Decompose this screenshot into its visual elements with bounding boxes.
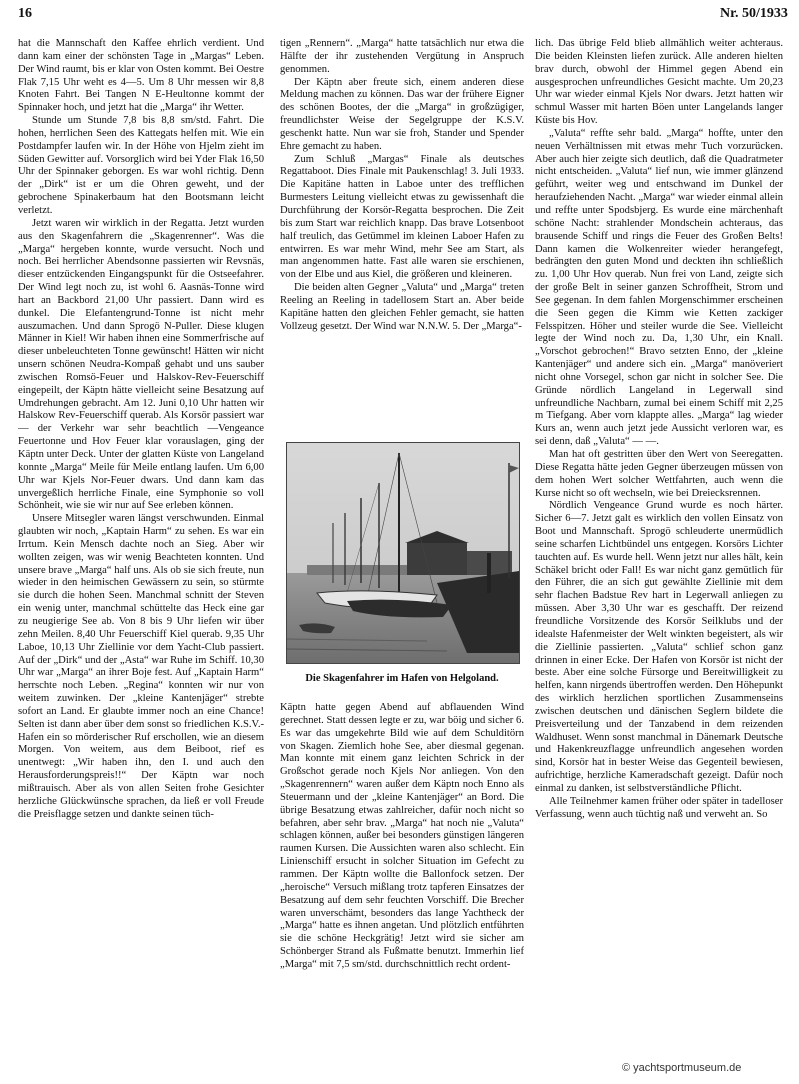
- paragraph: Man hat oft gestritten über den Wert von Seeregatten. Diese Regatta hätte jeden Gegner überzeugen müssen von dem hohen Wert solcher Wettfahrten, auch wenn die Kurse nicht so oft wechseln, wie bei Dreiecksrennen.: [535, 449, 783, 499]
- paragraph: lich. Das übrige Feld blieb allmählich weiter achteraus. Die beiden Kleinsten liefen zurück. Alle anderen hielten brav durch, obwohl der Himmel gegen Abend ein ausgesprochen unfreundliches Gesicht machte. Um 20,23 Uhr war wieder einmal Kjels Nor dwars. Jetzt hatten wir schmul Wasser mit harten Böen unter Langelands langer Küste bis Hov.: [535, 38, 783, 127]
- page-number: 16: [18, 6, 32, 21]
- text-column-middle-top: [280, 38, 524, 436]
- paragraph: tigen „Rennern“. „Marga“ hatte tatsächlich nur etwa die Hälfte der ihr zustehenden Vergütung in Anspruch genommen.: [280, 38, 524, 75]
- photo-caption: Die Skagenfahrer im Hafen von Helgoland.: [305, 673, 499, 684]
- watermark: © yachtsportmuseum.de: [622, 1062, 742, 1074]
- paragraph: „Valuta“ reffte sehr bald. „Marga“ hoffte, unter den neuen Verhältnissen mit etwas mehr Tuch vorzurücken. Aber auch hier zeigte sich deutlich, daß die Quadratmeter nicht entscheiden. „Valuta“ lief nun, wie immer glänzend geführt, weiter weg und entschwand im Dunkel der heraufziehenden Nacht. „Marga“ war wieder einmal allein und reffte unter Spodsbjerg. Es wurde eine märchenhaft schöne Nacht: strahlender Mondschein achteraus, das brausende Schiff und rings die Feuer des Großen Belts! Dann kamen die Wolkenreiter wieder herangefegt, bedrängten den guten Mond und deckten ihn schließlich zu. 1,00 Uhr Hov querab. Nun frei von Land, zeigte sich der große Belt in seiner ganzen Schroffheit, Strom und See gegenan. In dem fahlen Morgenschimmer erscheinen die Seen gegen die Kimm wie Ketten zackiger Felsspitzen. Höher und steiler wurde die See. Vielleicht legte der Wind noch zu. Da, 1,30 Uhr, ein Knall. „Vorschot gebrochen!“ Bravo setzten Enno, der „kleine Kantenjäger“ und andere sich ein. „Marga“ manöveriert nicht ohne Vorsegel, schon gar nicht in solcher See. Die Gründe nördlich Langeland in Legerwall sind unfreundliche Nachbarn, zumal bei einem Schiff mit 2,25 m Tiefgang. Aber vorn klappte alles. „Marga“ lag wieder Kurs an, wenn auch jetzt jede Aussicht verloren war, es sei denn, daß „Valuta“ — —.: [535, 127, 783, 448]
- paragraph: Käptn hatte gegen Abend auf abflauenden Wind gerechnet. Statt dessen legte er zu, war böig und sicher 6. Es war das umgekehrte Bild wie auf dem Schulditörn von Skagen. Ziemlich hohe See, aber diesmal gegenan. Man konnte mit einem ganz leichten Schrick in der Großschot gerade noch Kjels Nor anliegen. Von den „Skagenrennern“ waren außer dem Käptn noch Enno als Steuermann und der „kleine Kantenjäger“ an Bord. Die übrige Besatzung etwas zahlreicher, dafür noch nicht so befahren, aber sehr brav. „Marga“ hat noch nie „Valuta“ schlagen können, außer bei besonders günstigen längeren raumen Kursen. Die Aussichten waren also schlecht. Ein Linienschiff ersucht in solcher Situation im Gefecht zu rammen. Der Käptn wollte die Ballonfock setzen. Der „heroische“ Versuch mißlang trotz tapferen Einsatzes der Besatzung auf dem sehr feuchten Vorschiff. Die Brecher waren unverschämt, besonders das lange Yachtheck der „Marga“ hatte es ihnen angetan. Und plötzlich entführten sie die schöne Heckgrätig! Jetzt wird sie sicher am Schönberger Strand als Fußmatte benutzt. Immerhin lief „Marga“ mit 7,5 sm/std. durchschnittlich recht ordent-: [280, 702, 524, 970]
- paragraph: Nördlich Vengeance Grund wurde es noch härter. Sicher 6—7. Jetzt galt es wirklich den vollen Einsatz von Boot und Mannschaft. Sprogö schleuderte unermüdlich seine scharfen Lichtbündel uns entgegen. Korsörs Lichter tauchten auf. Es wurde hell. Wenn jetzt nur alles hält, kein Schäkel bricht oder Fall! Es war nicht ganz gemütlich für den Führer, die an sich gut gewählte Ziellinie mit dem sehr flachen Badstue Rev hart in Legerwall anliegen zu müssen. Aber 3,30 Uhr war es geschafft. Der reizend freundliche Vorsitzende des Korsör Seilklubs und der idealste Hafenmeister der Welt winkten begeistert, als wir die Ziellinie passierten. „Valuta“ schlief schon ganz drinnen in einer Ecke. Der Hafen von Korsör ist nicht der beste. Aber eine solche Fürsorge und Bereitwilligkeit zu helfen, kann nirgends übertroffen werden. Den Höhepunkt des wirklich herzlichen sportlichen Zusammenseins zwischen deutschen und dänischen Seglern bildete die Preisverteilung und der Tanzabend in dem reizenden Waldhuset. Wenn sonst manchmal in Dänemark Deutsche und Hakenkreuzflagge unfreundlich angesehen worden sind, Korsör hat in bester Weise das Gegenteil bewiesen, aufrichtige, herzliche Kameradschaft gezeigt. Dafür noch einmal zu danken, ist selbstverständliche Pflicht.: [535, 500, 783, 794]
- harbor-photo: [286, 442, 520, 664]
- paragraph: Jetzt waren wir wirklich in der Regatta. Jetzt wurden aus den Skagenfahrern die „Skagenrenner“. Was die „Marga“ hergeben konnte, wurde versucht. Noch und noch. Bei herrlicher Abendsonne passierten wir Revsnäs, dieser entzückenden Eingangspunkt für die Ostseefahrer. Der Wind legt noch zu, ist wohl 6. Aasnäs-Tonne wird hart an Backbord 21,00 Uhr passiert. Dann wird es dunkel. Die Elefantengrund-Tonne ist nicht mehr auszumachen. Und dann Sprogö N-Puller. Diese klugen Männer in Kiel! Wir haben ihnen eine Sommerfrische auf dieser unbeleuchteten Tonne gewünscht! Hätten wir nicht unsern schönen Neudra-Kompaß gehabt und uns sauber zwischen Romsö-Feuer und Halskov-Rev-Feuerschiff eingepeilt, der Käptn hätte vielleicht seine Besatzung auf Umdrehungen gebracht. Am 12. Juni 0,10 Uhr hatten wir Halskow Rev-Feuerschiff querab. Als Korsör passiert war — der Verkehr war sehr beachtlich —Vengeance Feuertonne und Hov Feuer klar vorauslagen, ging der Käptn unter Deck. Unter der glatten Küste von Langeland konnte „Marga“ Meile für Meile entlang laufen. Um 6,00 Uhr war Kjels Nor-Feuer dwars. Und dann kam das unvergeßlich herrliche Finale, eine Symphonie so voll Schönheit, wie sie wir nur auf See erleben können.: [18, 217, 264, 512]
- paragraph: Die beiden alten Gegner „Valuta“ und „Marga“ treten Reeling an Reeling in tadellosem Start an. Aber beide Kapitäne hatten den gleichen Fehler gemacht, sie hatten Vollzeug gesetzt. Der Wind war N.N.W. 5. Der „Marga“-: [280, 282, 524, 332]
- paragraph: Stunde um Stunde 7,8 bis 8,8 sm/std. Fahrt. Die hohen, herrlichen Seen des Kattegats helfen mit. Wie ein Postdampfer laufen wir. In der Höhe von Hjelm zieht im Süden Gewitter auf. Vorsorglich wird bei Yder Flak 16,50 Uhr der Spinnaker geborgen. Es war wohl richtig. Denn der „Dirk“ ist er um die Ohren geweht, und der gebrochene Spinakerbaum hat den Bootsmann leicht verletzt.: [18, 115, 264, 216]
- paragraph: Der Käptn aber freute sich, einem anderen diese Meldung machen zu können. Das war der frühere Eigner des schönen Bootes, der die „Marga“ in großzügiger, freundlichster Weise der Segelgruppe der K.S.V. geschenkt hatte. Nun war sie froh, Stander und Spender Ehre gemacht zu haben.: [280, 76, 524, 152]
- paragraph: hat die Mannschaft den Kaffee ehrlich verdient. Und dann kam einer der schönsten Tage in „Margas“ Leben. Der Wind raumt, bis er klar von Osten kommt. Bei Oestre Flak 7,15 Uhr weht es 4—5. Um 8 Uhr messen wir 8,8 Knoten Fahrt. Bei Tangen N E-Heultonne kommt der Spinnaker hoch, und jetzt hat die „Marga“ ihr Wetter.: [18, 38, 264, 114]
- text-column-left: [18, 38, 264, 1080]
- paragraph: Alle Teilnehmer kamen früher oder später in tadelloser Verfassung, wenn auch tüchtig naß und verweht an. So: [535, 795, 783, 820]
- figure: [280, 442, 524, 684]
- page-header: [0, 0, 799, 34]
- paragraph: Unsere Mitsegler waren längst verschwunden. Einmal glaubten wir noch, „Kaptain Harm“ zu sehen. Es war ein Irrtum. Kein Mensch dachte noch an Sieg. Aber wir wollten zeigen, was wir wenig Beachteten konnten. Und unsere brave „Marga“ half uns. Als ob sie sich freute, nun wieder in den heimischen Gewässern zu sein, so stürmte sie durch die hohen Seen. Manchmal schnitt der Steven ein wenig unter, manchmal schüttelte das Heck eine gar zu neugierige See ab. Von 8 bis 9 Uhr liefen wir über zehn Meilen. 8,40 Uhr Feuerschiff Kiel querab. 9,35 Uhr Laboe, 10,13 Uhr Ziellinie vor dem Yacht-Club passiert. Auf der „Dirk“ und der „Asta“ war Ruhe im Schiff. 10,30 Uhr war „Marga“ an ihrer Boje fest. Auf „Kaptain Harm“ herrschte noch Leben. „Regina“ konnten wir nur von weitem zuwinken. Der „kleine Kantenjäger“ strebte sofort an Land. Er glaubte immer noch an eine Chance! Selten ist dann aber über dem sonst so friedlichen K.S.V.-Hafen ein so mörderischer Ruf erschollen, wie an diesem Morgen. Von weitem, aus dem Beiboot, rief es unentwegt: „Wir haben ihn, den I. und auch den Herausforderungspreis!!“ Der Käptn war noch mißtrauisch. Aber als von allen Seiten frohe Gesichter herzliche Glückwünsche sprachen, da ließ er voll Freude die Preisflagge setzen und dankte seinen tüch-: [18, 513, 264, 820]
- issue-number: Nr. 50/1933: [720, 6, 788, 21]
- paragraph: Zum Schluß „Margas“ Finale als deutsches Regattaboot. Dies Finale mit Paukenschlag! 3. Juli 1933. Die Kapitäne hatten in Laboe unter des trefflichen Burmesters Leitung vielleicht etwas zu gewissenhaft die Durchführung der Korsör-Regatta besprochen. Die Zeit bis zum Start war reichlich knapp. Das brave Lotsenboot half treulich, das Getümmel im kleinen Laboer Hafen zu entwirren. Es war mehr Wind, mehr See am Start, als man angenommen hatte. Fast alle waren sie erschienen, von der Elbe und aus Kiel, die größeren und kleineren.: [280, 153, 524, 281]
- text-column-right: [535, 38, 783, 1080]
- text-column-middle-bottom: [280, 702, 524, 1076]
